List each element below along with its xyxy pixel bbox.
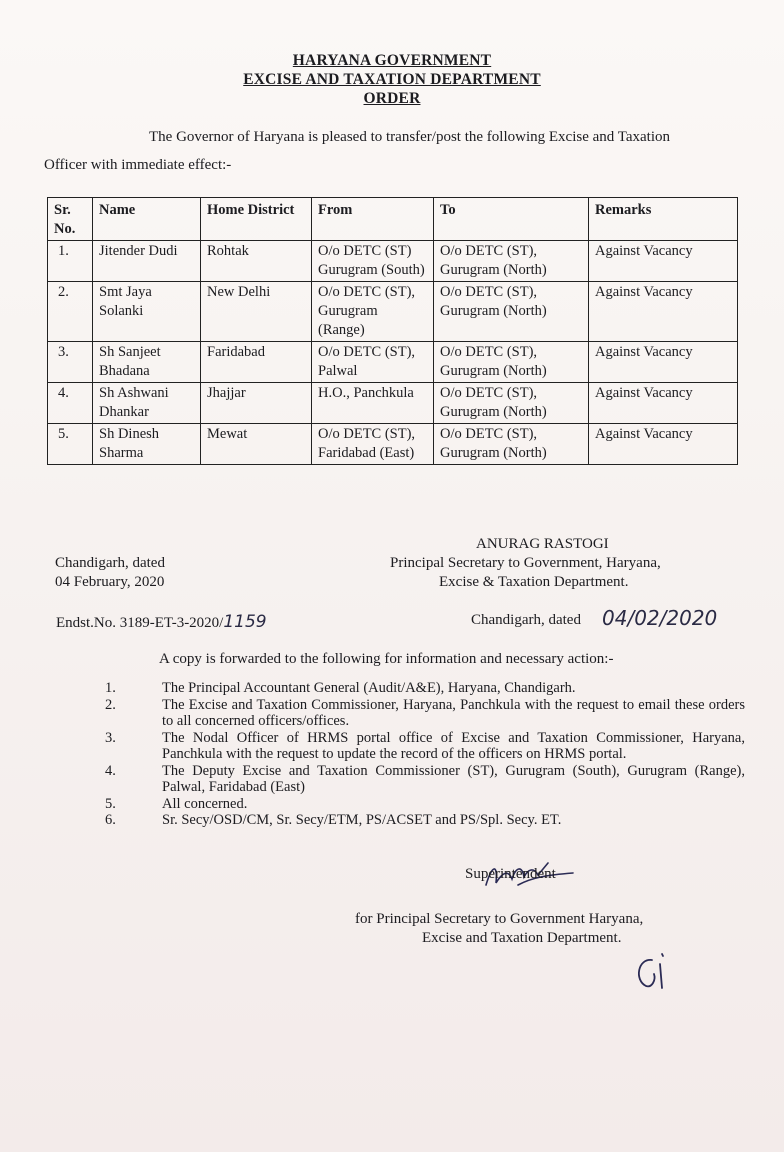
header-remarks: Remarks [589,198,738,241]
place-date-line-2: 04 February, 2020 [55,574,165,590]
list-item: 2. The Excise and Taxation Commissioner, Haryana, Panchkula with the request to email these orders to all concerned officers/offices. [105,696,745,729]
transfer-table [47,197,738,465]
endorsement-number-handwritten: 1159 [223,612,267,632]
intro-line-2: Officer with immediate effect:- [44,157,232,173]
endorsement-date-label: Chandigarh, dated [471,612,581,628]
signatory-name: ANURAG RASTOGI [476,536,609,552]
closing-title: Superintendent [465,866,556,882]
cell-name: Jitender Dudi [93,241,201,282]
cell-name: Sh Sanjeet Bhadana [93,342,201,383]
cell-from: O/o DETC (ST) Gurugram (South) [312,241,434,282]
table-header-row [48,198,738,241]
list-item: 3. The Nodal Officer of HRMS portal office of Excise and Taxation Commissioner, Haryana, Panchkula with the request to update the record of the officers on HRMS portal. [105,729,745,762]
endorsement-number-printed: Endst.No. 3189-ET-3-2020/ [56,615,224,631]
cell-from: H.O., Panchkula [312,383,434,424]
cell-district: Mewat [201,424,312,465]
header-home-district: Home District [201,198,312,241]
list-item: 4. The Deputy Excise and Taxation Commissioner (ST), Gurugram (South), Gurugram (Range), Palwal, Faridabad (East) [105,762,745,795]
cell-sr: 3. [48,342,93,383]
cell-sr: 4. [48,383,93,424]
cell-to: O/o DETC (ST), Gurugram (North) [434,383,589,424]
cell-remarks: Against Vacancy [589,282,738,342]
cell-name: Sh Dinesh Sharma [93,424,201,465]
table-row [48,241,738,282]
header-department: EXCISE AND TAXATION DEPARTMENT [243,71,541,88]
copy-intro: A copy is forwarded to the following for information and necessary action:- [159,651,614,667]
endorsement-number [56,612,267,632]
cell-remarks: Against Vacancy [589,342,738,383]
closing-line-2: Excise and Taxation Department. [422,930,622,946]
header-government: HARYANA GOVERNMENT [292,52,492,69]
table-row [48,383,738,424]
cell-remarks: Against Vacancy [589,424,738,465]
cell-from: O/o DETC (ST), Faridabad (East) [312,424,434,465]
cell-to: O/o DETC (ST), Gurugram (North) [434,424,589,465]
intro-line-1: The Governor of Haryana is pleased to transfer/post the following Excise and Taxation [149,129,671,145]
signatory-title-2: Excise & Taxation Department. [439,574,629,590]
table-row [48,424,738,465]
table-row [48,282,738,342]
header-to: To [434,198,589,241]
cell-sr: 2. [48,282,93,342]
list-item: 6. Sr. Secy/OSD/CM, Sr. Secy/ETM, PS/ACSET and PS/Spl. Secy. ET. [105,812,562,828]
list-item: 1. The Principal Accountant General (Audit/A&E), Haryana, Chandigarh. [105,680,576,696]
header-from: From [312,198,434,241]
cell-from: O/o DETC (ST), Gurugram (Range) [312,282,434,342]
header-name: Name [93,198,201,241]
signatory-title-1: Principal Secretary to Government, Haryana, [390,555,661,571]
cell-to: O/o DETC (ST), Gurugram (North) [434,241,589,282]
cell-district: Jhajjar [201,383,312,424]
header-order: ORDER [363,90,421,107]
cell-district: Faridabad [201,342,312,383]
cell-remarks: Against Vacancy [589,383,738,424]
cell-to: O/o DETC (ST), Gurugram (North) [434,282,589,342]
cell-name: Sh Ashwani Dhankar [93,383,201,424]
header-sr-no: Sr. No. [48,198,93,241]
cell-to: O/o DETC (ST), Gurugram (North) [434,342,589,383]
closing-line-1: for Principal Secretary to Government Haryana, [355,911,644,927]
cell-from: O/o DETC (ST), Palwal [312,342,434,383]
table-row [48,342,738,383]
copy-list [105,680,745,829]
cell-sr: 5. [48,424,93,465]
place-date-line-1: Chandigarh, dated [55,555,165,571]
list-item: 5. All concerned. [105,795,248,812]
cell-name: Smt Jaya Solanki [93,282,201,342]
initials-icon [630,950,675,995]
cell-remarks: Against Vacancy [589,241,738,282]
cell-district: Rohtak [201,241,312,282]
cell-sr: 1. [48,241,93,282]
cell-district: New Delhi [201,282,312,342]
endorsement-date-handwritten: 04/02/2020 [602,606,718,630]
